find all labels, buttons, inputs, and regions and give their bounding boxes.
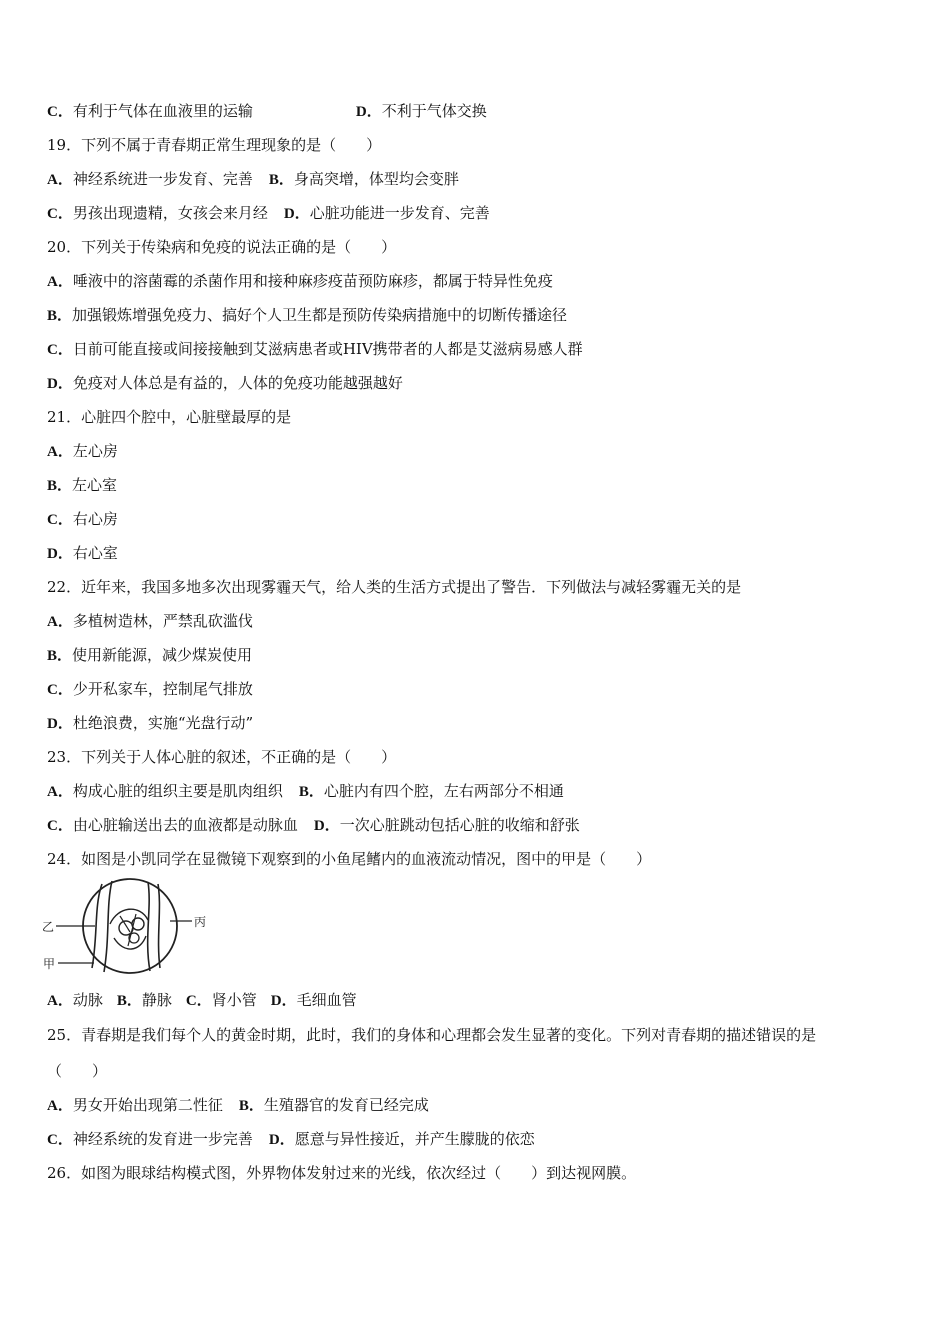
microscope-view-diagram xyxy=(40,876,210,976)
option-text: 有利于气体在血液里的运输 xyxy=(72,102,253,120)
q20-option-c xyxy=(47,339,583,360)
option-text: 右心房 xyxy=(72,510,118,528)
option-letter: C． xyxy=(47,818,73,834)
option-letter: A． xyxy=(47,1098,73,1114)
option-text: 心脏内有四个腔，左右两部分不相通 xyxy=(323,782,564,800)
question-19-stem: 19．下列不属于青春期正常生理现象的是（ ） xyxy=(47,136,382,154)
option-text: 不利于气体交换 xyxy=(381,102,487,120)
question-22-stem: 22．近年来，我国多地多次出现雾霾天气，给人类的生活方式提出了警告．下列做法与减轻雾霾无关的是 xyxy=(47,578,742,596)
q21-option-a xyxy=(47,441,118,462)
option-text: 杜绝浪费，实施“光盘行动” xyxy=(72,714,254,732)
option-text: 肾小管 xyxy=(211,991,257,1009)
q23-options-cd xyxy=(47,815,580,836)
option-letter: B． xyxy=(47,648,73,664)
option-text: 多植树造林，严禁乱砍滥伐 xyxy=(72,612,253,630)
option-text: 左心房 xyxy=(72,442,118,460)
option-letter: A． xyxy=(47,614,73,630)
option-letter: D． xyxy=(313,818,340,834)
q20-option-a xyxy=(47,271,553,292)
option-text: 构成心脏的组织主要是肌肉组织 xyxy=(72,782,283,800)
option-text: 使用新能源，减少煤炭使用 xyxy=(72,646,253,664)
option-text: 少开私家车，控制尾气排放 xyxy=(72,680,253,698)
q21-option-d xyxy=(47,543,118,564)
option-text: 免疫对人体总是有益的，人体的免疫功能越强越好 xyxy=(72,374,403,392)
option-text: 身高突增，体型均会变胖 xyxy=(293,170,459,188)
q22-option-c xyxy=(47,679,253,700)
q20-option-d xyxy=(47,373,403,394)
question-25-stem: 25．青春期是我们每个人的黄金时期，此时，我们的身体和心理都会发生显著的变化。下列对青春期的描述错误的是 xyxy=(47,1026,817,1044)
microscope-field-circle xyxy=(83,879,177,973)
option-letter: A． xyxy=(47,172,73,188)
option-letter: A． xyxy=(47,993,73,1009)
option-text: 日前可能直接或间接接触到艾滋病患者或HIV携带者的人都是艾滋病易感人群 xyxy=(72,340,583,358)
option-letter: C． xyxy=(185,993,212,1009)
q23-options-ab xyxy=(47,781,564,802)
fish-tail-blood-flow-figure xyxy=(40,876,210,976)
option-letter: B． xyxy=(238,1098,264,1114)
option-letter: D． xyxy=(47,716,73,732)
option-letter: B． xyxy=(116,993,142,1009)
option-text: 由心脏输送出去的血液都是动脉血 xyxy=(72,816,298,834)
option-text: 右心室 xyxy=(72,544,118,562)
q22-option-b xyxy=(47,645,252,666)
option-text: 左心室 xyxy=(72,476,118,494)
vessel-line xyxy=(158,884,160,968)
q25-options-cd xyxy=(47,1129,535,1150)
question-23-stem: 23．下列关于人体心脏的叙述，不正确的是（ ） xyxy=(47,748,397,766)
option-text: 一次心脏跳动包括心脏的收缩和舒张 xyxy=(339,816,580,834)
option-letter: C． xyxy=(47,342,73,358)
option-text: 静脉 xyxy=(141,991,172,1009)
question-20-stem: 20．下列关于传染病和免疫的说法正确的是（ ） xyxy=(47,238,397,256)
option-letter: B． xyxy=(298,784,324,800)
q24-options xyxy=(47,990,357,1011)
option-text: 加强锻炼增强免疫力、搞好个人卫生都是预防传染病措施中的切断传播途径 xyxy=(72,306,568,324)
question-25-paren: （ ） xyxy=(47,1062,108,1080)
q18-options-cd xyxy=(47,101,487,122)
option-letter: C． xyxy=(47,1132,73,1148)
figure-label-bing: 丙 xyxy=(194,915,207,929)
option-letter: A． xyxy=(47,444,73,460)
option-letter: C． xyxy=(47,682,73,698)
option-text: 动脉 xyxy=(72,991,103,1009)
option-text: 愿意与异性接近，并产生朦胧的依恋 xyxy=(294,1130,535,1148)
question-26-stem: 26．如图为眼球结构模式图，外界物体发射过来的光线，依次经过（ ）到达视网膜。 xyxy=(47,1164,637,1182)
option-letter: B． xyxy=(47,478,73,494)
option-text: 心脏功能进一步发育、完善 xyxy=(309,204,490,222)
vessel-line xyxy=(148,882,150,971)
q20-option-b xyxy=(47,305,567,326)
option-letter: C． xyxy=(47,104,73,120)
vessel-line xyxy=(104,881,112,972)
option-letter: B． xyxy=(268,172,294,188)
q19-options-ab xyxy=(47,169,459,190)
option-letter: D． xyxy=(47,376,73,392)
option-text: 男孩出现遗精，女孩会来月经 xyxy=(72,204,268,222)
q22-option-d xyxy=(47,713,253,734)
option-letter: C． xyxy=(47,206,73,222)
q19-options-cd xyxy=(47,203,490,224)
q22-option-a xyxy=(47,611,253,632)
option-text: 毛细血管 xyxy=(296,991,357,1009)
option-letter: D． xyxy=(355,104,382,120)
option-letter: D． xyxy=(270,993,297,1009)
q21-option-b xyxy=(47,475,117,496)
q21-option-c xyxy=(47,509,118,530)
option-letter: D． xyxy=(283,206,310,222)
option-letter: A． xyxy=(47,784,73,800)
question-24-stem: 24．如图是小凯同学在显微镜下观察到的小鱼尾鳍内的血液流动情况，图中的甲是（ ） xyxy=(47,850,652,868)
option-letter: C． xyxy=(47,512,73,528)
option-text: 神经系统的发育进一步完善 xyxy=(72,1130,253,1148)
option-letter: B． xyxy=(47,308,73,324)
q25-options-ab xyxy=(47,1095,429,1116)
option-letter: D． xyxy=(47,546,73,562)
vessel-line xyxy=(120,914,136,946)
option-letter: D． xyxy=(268,1132,295,1148)
option-letter: A． xyxy=(47,274,73,290)
option-text: 唾液中的溶菌霉的杀菌作用和接种麻疹疫苗预防麻疹，都属于特异性免疫 xyxy=(72,272,553,290)
figure-label-jia: 甲 xyxy=(43,957,56,971)
question-21-stem: 21．心脏四个腔中，心脏壁最厚的是 xyxy=(47,408,292,426)
option-text: 生殖器官的发育已经完成 xyxy=(263,1096,429,1114)
option-text: 男女开始出现第二性征 xyxy=(72,1096,223,1114)
option-text: 神经系统进一步发育、完善 xyxy=(72,170,253,188)
figure-label-yi: 乙 xyxy=(42,920,55,934)
